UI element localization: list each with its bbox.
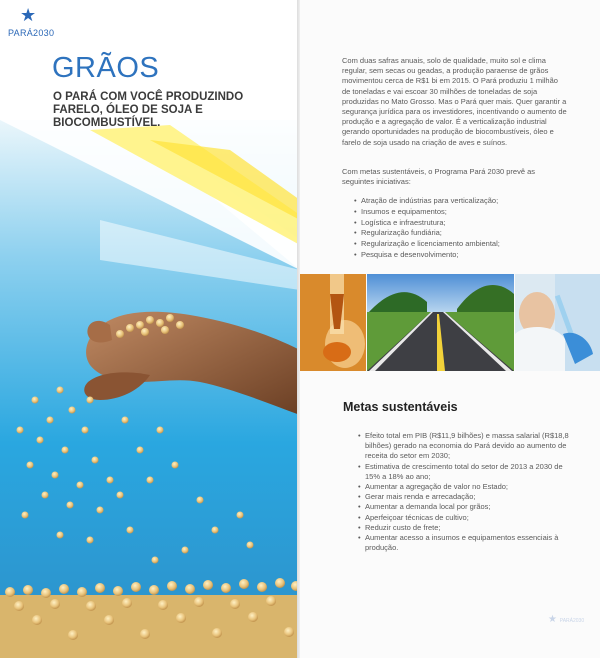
list-item: • Aperfeiçoar técnicas de cultivo;: [358, 513, 572, 523]
footer-logo-text: PARÁ2030: [559, 618, 585, 624]
list-item: • Aumentar a demanda local por grãos;: [358, 502, 572, 512]
list-item: • Aumentar acesso a insumos e equipamentos essenciais à produção.: [358, 533, 572, 553]
decorative-bands: [0, 120, 300, 290]
star-icon: ★: [548, 614, 557, 625]
page-subtitle: O PARÁ COM VOCÊ PRODUZINDO FARELO, ÓLEO DE SOJA E BIOCOMBUSTÍVEL.: [53, 91, 244, 129]
list-item: • Reduzir custo de frete;: [358, 523, 572, 533]
logo-text: PARÁ2030: [8, 28, 55, 38]
para2030-logo: [8, 6, 58, 42]
list-item: • Atração de indústrias para verticalização;: [354, 196, 574, 207]
star-icon: ★: [20, 5, 37, 25]
laboratory-photo: [515, 274, 600, 371]
footer-logo: [548, 614, 588, 638]
list-item: • Estimativa de crescimento total do setor de 2013 a 2030 de 15% a 18% ao ano;: [358, 462, 572, 482]
initiatives-intro: Com metas sustentáveis, o Programa Pará 2030 prevê as seguintes iniciativas:: [342, 167, 536, 187]
initiatives-list: [354, 196, 574, 261]
list-item: • Regularização fundiária;: [354, 228, 574, 239]
intro-paragraph: Com duas safras anuais, solo de qualidade, muito sol e clima regular, sem secas ou geadas, a produção paraense de grãos movimentou cerca de R$1 bi em 2015. O Pará produziu 1 milhão de toneladas e vai escoar 30 milhões de toneladas de soja produzidas no Mato Grosso. Mas o Pará quer mais. Quer garantir a segurança jurídica para os investidores, incentivando o aumento de produção e a agregação de valor. É a verticalização industrial gerando oportunidades na produção de biocombustíveis, óleo e farelo de soja usado na criação de aves e suínos.: [342, 56, 567, 147]
list-item: • Pesquisa e desenvolvimento;: [354, 250, 574, 261]
section-title: Metas sustentáveis: [343, 400, 458, 414]
list-item: • Gerar mais renda e arrecadação;: [358, 492, 572, 502]
road-photo: [367, 274, 514, 371]
list-item: • Regularização e licenciamento ambiental;: [354, 239, 574, 250]
list-item: • Efeito total em PIB (R$11,9 bilhões) e massa salarial (R$18,8 bilhões) gerado na economia do Pará devido ao aumento de receita do setor em 2030;: [358, 431, 572, 462]
page-title: GRÃOS: [52, 52, 160, 84]
goals-list: [358, 431, 572, 553]
list-item: • Logística e infraestrutura;: [354, 218, 574, 229]
list-item: • Aumentar a agregação de valor no Estado;: [358, 482, 572, 492]
oil-pouring-photo: [300, 274, 366, 371]
list-item: • Insumos e equipamentos;: [354, 207, 574, 218]
